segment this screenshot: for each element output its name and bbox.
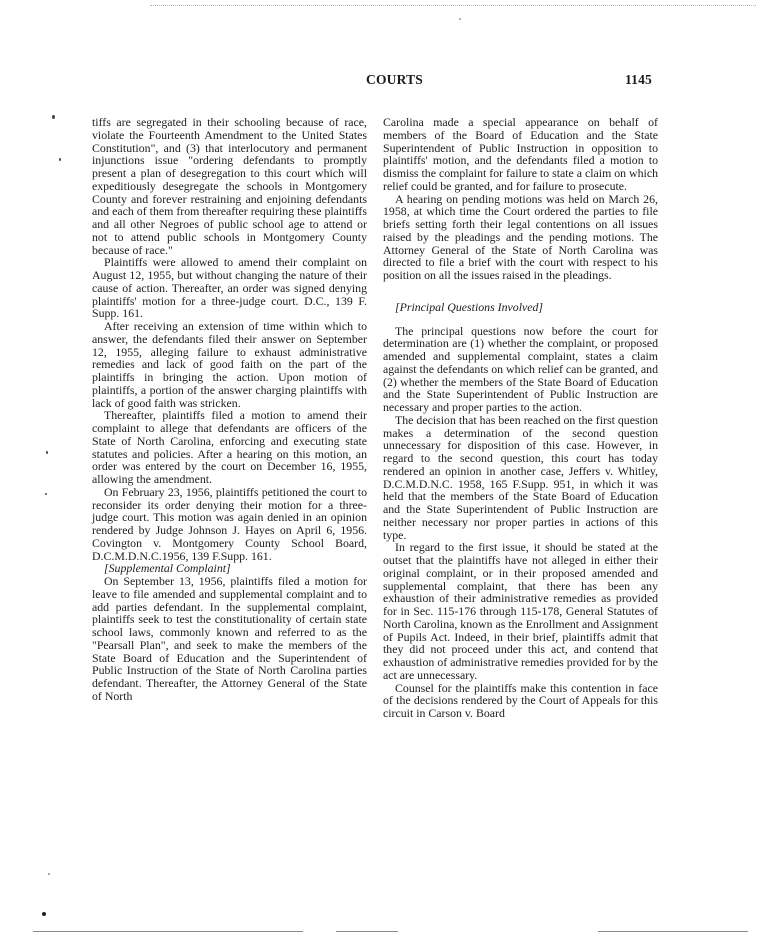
scan-speck <box>59 158 61 161</box>
paragraph: tiffs are segregated in their schooling because of race, violate the Fourteenth Amendment to the United States Constitution", and (3) that interlocutory and permanent injunctions issue "ordering defendants to promptly present a plan of desegregation to this court which will expeditiously desegregate the schools in Montgomery County and forever restraining and enjoining defendants and each of them from thereafter requiring these plaintiffs and all other Negroes of public school age to attend or not to attend public schools in Montgomery County because of race." <box>92 115 367 257</box>
scan-bottom-edge <box>336 931 398 932</box>
paragraph: In regard to the first issue, it should be stated at the outset that the plaintiffs have not alleged in either their original complaint, or in their proposed amended and supplemental complaint, that there has been any exhaustion of their administrative remedies as provided for in Sec. 115-176 through 115-178, General Statutes of North Carolina, known as the Enrollment and Assignment of Pupils Act. Indeed, in their brief, plaintiffs admit that they did not proceed under this act, and contend that exhaustion of administrative remedies provided for by the act are unnecessary. <box>383 540 658 682</box>
running-head: COURTS <box>366 72 423 87</box>
scan-speck <box>52 115 55 119</box>
paragraph: Carolina made a special appearance on behalf of members of the Board of Education and the State Superintendent of Public Instruction in opposition to plaintiffs' motion, and the defendants filed a motion to dismiss the complaint for failure to state a claim on which relief could be granted, and for failure to prosecute. <box>383 115 658 193</box>
paragraph: The principal questions now before the court for determination are (1) whether the complaint, or proposed amended and supplemental complaint, states a claim against the defendants on which relief can be granted, and (2) whether the members of the State Board of Education and the State Superintendent of Public Instruction are necessary and proper parties to the action. <box>383 323 658 414</box>
page-number: 1145 <box>624 72 652 87</box>
left-column <box>92 116 367 703</box>
paragraph: On February 23, 1956, plaintiffs petitioned the court to reconsider its order denying their motion for a three-judge court. This motion was again denied in an opinion rendered by Judge Johnson J. Hayes on April 6, 1956. Covington v. Montgomery County School Board, D.C.M.D.N.C.1956, 139 F.Supp. 161. <box>92 484 367 563</box>
scan-speck <box>42 912 46 916</box>
paragraph: After receiving an extension of time within which to answer, the defendants filed their answer on September 12, 1955, alleging failure to exhaust administrative remedies and lack of good faith on the part of the plaintiffs in bringing the action. Upon motion of plaintiffs, a portion of the answer charging plaintiffs with lack of good faith was stricken. <box>92 319 367 410</box>
paragraph: Counsel for the plaintiffs make this contention in face of the decisions rendered by the Court of Appeals for this circuit in Carson v. Board <box>383 680 658 720</box>
paragraph: Plaintiffs were allowed to amend their complaint on August 12, 1955, but without changing the nature of their cause of action. Thereafter, an order was signed denying plaintiffs' motion for a three-judge court. D.C., 139 F. Supp. 161. <box>92 255 367 321</box>
scan-speck <box>48 873 50 875</box>
scan-bottom-edge <box>598 931 748 932</box>
scan-speck <box>46 451 48 454</box>
scan-bottom-edge <box>33 931 303 932</box>
scan-speck <box>459 18 461 20</box>
paragraph: The decision that has been reached on the first question makes a determination of the second question unnecessary for disposition of this case. However, in regard to the second question, this court has today rendered an opinion in another case, Jeffers v. Whitley, D.C.M.D.N.C. 1958, 165 F.Supp. 951, in which it was held that the members of the State Board of Education and the State Superintendent of Public Instruction are neither necessary nor proper parties in actions of this type. <box>383 412 658 542</box>
page-header <box>0 72 763 92</box>
section-heading: [Supplemental Complaint] <box>104 561 231 576</box>
right-column <box>383 116 658 720</box>
paragraph: A hearing on pending motions was held on March 26, 1958, at which time the Court ordered the parties to file briefs setting forth their legal contentions on all issues raised by the pleadings and the pending motions. The Attorney General of the State of North Carolina was directed to file a brief with the court with respect to his position on all the issues raised in the pleadings. <box>383 191 658 282</box>
paragraph: On September 13, 1956, plaintiffs filed a motion for leave to file amended and supplemental complaint and to add parties defendant. In the supplemental complaint, plaintiffs seek to test the constitutionality of certain state school laws, commonly known and referred to as the "Pearsall Plan", and seek to make the members of the State Board of Education and the Superintendent of Public Instruction of the State of North Carolina parties defendant. Thereafter, the Attorney General of the State of North <box>92 574 367 703</box>
section-heading: [Principal Questions Involved] <box>395 299 544 314</box>
paragraph: Thereafter, plaintiffs filed a motion to amend their complaint to allege that defendants are officers of the State of North Carolina, enforcing and executing state statutes and policies. After a hearing on this motion, an order was entered by the court on December 16, 1955, allowing the amendment. <box>92 408 367 486</box>
scan-top-edge <box>150 5 756 6</box>
scan-speck <box>45 493 47 495</box>
